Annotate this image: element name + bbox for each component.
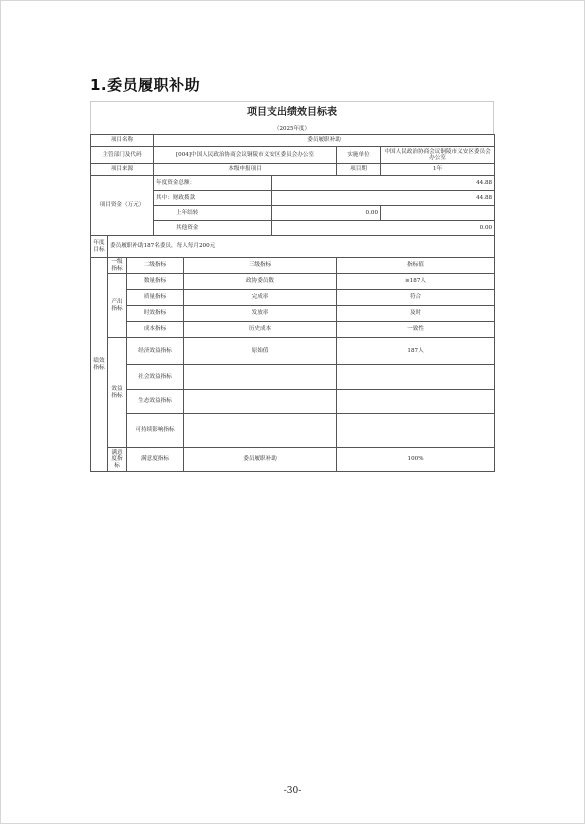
benefit-lvl3 (184, 414, 337, 448)
benefit-value: 187人 (337, 338, 495, 365)
output-value: 符合 (337, 290, 495, 306)
benefit-lvl2: 经济效益指标 (127, 338, 184, 365)
table-year: （2025年度） (90, 124, 494, 134)
output-lvl2: 数量指标 (127, 274, 184, 290)
funds-total-value: 44.88 (272, 176, 495, 191)
output-lvl2: 时效指标 (127, 306, 184, 322)
project-name-value: 委员履职补助 (154, 135, 495, 147)
section-heading: 1.委员履职补助 (90, 76, 201, 94)
benefit-lvl3: 原始值 (184, 338, 337, 365)
satisfaction-lvl2: 满意度指标 (127, 448, 184, 472)
output-lvl3: 历史成本 (184, 322, 337, 338)
benefit-value (337, 414, 495, 448)
funds-fiscal-value: 44.88 (272, 191, 495, 206)
output-indicators-label: 产出指标 (108, 274, 127, 338)
benefit-value (337, 390, 495, 414)
funds-carry-label: 上年结转 (154, 206, 272, 221)
output-value: ≥187人 (337, 274, 495, 290)
lvl2-header: 二级指标 (127, 258, 184, 274)
target-header: 指标值 (337, 258, 495, 274)
output-lvl2: 成本指标 (127, 322, 184, 338)
output-lvl3: 完成率 (184, 290, 337, 306)
performance-target-table (90, 101, 494, 472)
annual-goal-label: 年度目标 (91, 236, 108, 258)
satisfaction-indicators-label: 满意度指标 (108, 448, 127, 472)
benefit-lvl2: 社会效益指标 (127, 365, 184, 390)
table-title: 项目支出绩效目标表 (90, 101, 494, 124)
dept-value: [004]中国人民政治协商会议铜陵市义安区委员会办公室 (154, 147, 337, 164)
period-value: 1年 (381, 164, 495, 176)
annual-goal-value: 委员履职补助187名委员，每人每月200元 (108, 236, 495, 258)
benefit-lvl2: 生态效益指标 (127, 390, 184, 414)
source-label: 项目来源 (91, 164, 154, 176)
output-value: 一致性 (337, 322, 495, 338)
benefit-lvl3 (184, 365, 337, 390)
lvl3-header: 三级指标 (184, 258, 337, 274)
satisfaction-value: 100% (337, 448, 495, 472)
funds-carry-value: 0.00 (272, 206, 381, 221)
benefit-lvl2: 可持续影响指标 (127, 414, 184, 448)
satisfaction-lvl3: 委员履职补助 (184, 448, 337, 472)
output-value: 及时 (337, 306, 495, 322)
output-lvl3: 发放率 (184, 306, 337, 322)
output-lvl3: 政协委员数 (184, 274, 337, 290)
funds-other-value: 0.00 (272, 221, 495, 236)
impl-unit-label: 实施单位 (337, 147, 381, 164)
perf-indicators-label: 绩效指标 (91, 258, 108, 472)
source-value: 本级申报项目 (154, 164, 337, 176)
dept-label: 主管部门及代码 (91, 147, 154, 164)
impl-unit-value: 中国人民政治协商会议铜陵市义安区委员会办公室 (381, 147, 495, 164)
funds-total-label: 年度资金总额： (154, 176, 272, 191)
funds-label: 项目资金（万元） (91, 176, 154, 236)
lvl1-header: 一级指标 (108, 258, 127, 274)
project-name-label: 项目名称 (91, 135, 154, 147)
output-lvl2: 质量指标 (127, 290, 184, 306)
benefit-value (337, 365, 495, 390)
funds-other-label: 其他资金 (154, 221, 272, 236)
funds-carry-blank (381, 206, 495, 221)
period-label: 项目期 (337, 164, 381, 176)
funds-fiscal-label: 其中：财政拨款 (154, 191, 272, 206)
page-number: -30- (283, 786, 302, 796)
benefit-indicators-label: 效益指标 (108, 338, 127, 448)
benefit-lvl3 (184, 390, 337, 414)
